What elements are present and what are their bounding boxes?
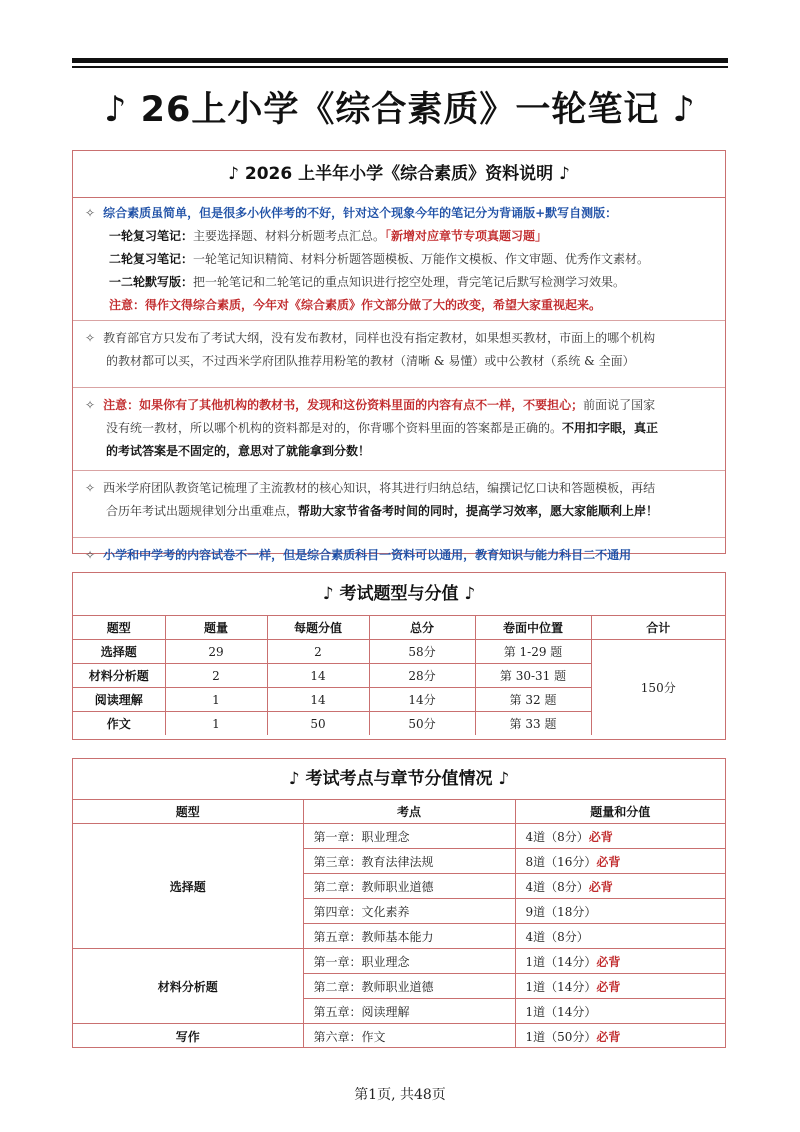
score-cell: 4道（8分）必背 — [515, 824, 725, 849]
cell: 第 32 题 — [475, 688, 591, 712]
col-header: 合计 — [591, 616, 725, 640]
point-cell: 第五章：教师基本能力 — [303, 924, 515, 949]
cell: 50 — [267, 712, 369, 736]
top-rule-thick — [72, 58, 728, 63]
score-cell: 1道（50分）必背 — [515, 1024, 725, 1049]
table-row — [73, 949, 725, 974]
intro-s1-item2: 二轮复习笔记：一轮笔记知识精简、材料分析题答题模板、万能作文模板、作文审题、优秀作文素材。 — [109, 252, 650, 266]
must-memorize-mark: 必背 — [588, 879, 613, 894]
intro-section-3 — [73, 388, 725, 471]
must-memorize-mark: 必背 — [596, 979, 621, 994]
intro-section-4 — [73, 471, 725, 538]
point-cell: 第五章：阅读理解 — [303, 999, 515, 1024]
exam-points-table — [73, 800, 725, 1048]
cell: 50分 — [369, 712, 475, 736]
diamond-bullet-icon: ✧ — [85, 331, 96, 345]
diamond-bullet-icon: ✧ — [85, 481, 96, 495]
point-cell: 第二章：教师职业道德 — [303, 874, 515, 899]
intro-header: ♪ 2026 上半年小学《综合素质》资料说明 ♪ — [73, 151, 725, 198]
intro-s1-item1: 一轮复习笔记：主要选择题、材料分析题考点汇总。「新增对应章节专项真题习题」 — [109, 229, 548, 243]
cell: 14分 — [369, 688, 475, 712]
diamond-bullet-icon: ✧ — [85, 206, 96, 220]
intro-s1-note: 注意：得作文得综合素质，今年对《综合素质》作文部分做了大的改变，希望大家重视起来。 — [109, 298, 602, 312]
cell: 第 30-31 题 — [475, 664, 591, 688]
col-header: 每题分值 — [267, 616, 369, 640]
exam-type-box — [72, 572, 726, 740]
must-memorize-mark: 必背 — [588, 829, 613, 844]
row-type: 选择题 — [73, 640, 165, 664]
table-row — [73, 1024, 725, 1049]
group-type: 选择题 — [73, 824, 303, 949]
table-row — [73, 640, 725, 664]
must-memorize-mark: 必背 — [596, 954, 621, 969]
col-header: 题型 — [73, 800, 303, 824]
intro-s3-line3: 的考试答案是不固定的，意思对了就能拿到分数！ — [106, 444, 371, 458]
intro-s1-line1: ✧ 综合素质虽简单，但是很多小伙伴考的不好，针对这个现象今年的笔记分为背诵版+默写自测版： — [85, 206, 618, 220]
exam-points-box — [72, 758, 726, 1048]
exam-type-header: ♪ 考试题型与分值 ♪ — [73, 573, 725, 616]
table-row — [73, 824, 725, 849]
score-cell: 4道（8分） — [515, 924, 725, 949]
cell: 58分 — [369, 640, 475, 664]
intro-s4-line1: ✧ 西米学府团队教资笔记梳理了主流教材的核心知识，将其进行归纳总结，编撰记忆口诀和答题模板，再结 — [85, 481, 656, 495]
col-header: 总分 — [369, 616, 475, 640]
diamond-bullet-icon: ✧ — [85, 398, 96, 412]
cell: 1 — [165, 712, 267, 736]
total-cell: 150分 — [591, 640, 725, 736]
col-header: 题量 — [165, 616, 267, 640]
intro-section-1 — [73, 198, 725, 321]
col-header: 题量和分值 — [515, 800, 725, 824]
must-memorize-mark: 必背 — [596, 854, 621, 869]
points-header-row — [73, 800, 725, 824]
score-cell: 8道（16分）必背 — [515, 849, 725, 874]
exam-type-header-row — [73, 616, 725, 640]
row-type: 阅读理解 — [73, 688, 165, 712]
exam-type-table — [73, 616, 725, 735]
intro-s4-line2: 合历年考试出题规律划分出重难点，帮助大家节省备考时间的同时，提高学习效率，愿大家能顺利上岸！ — [106, 504, 659, 518]
score-cell: 1道（14分）必背 — [515, 949, 725, 974]
cell: 14 — [267, 688, 369, 712]
intro-section-2 — [73, 321, 725, 388]
cell: 28分 — [369, 664, 475, 688]
top-rule-thin — [72, 66, 728, 68]
cell: 14 — [267, 664, 369, 688]
cell: 2 — [165, 664, 267, 688]
point-cell: 第四章：文化素养 — [303, 899, 515, 924]
point-cell: 第二章：教师职业道德 — [303, 974, 515, 999]
group-type: 写作 — [73, 1024, 303, 1049]
row-type: 材料分析题 — [73, 664, 165, 688]
page-footer: 第1页, 共48页 — [354, 1087, 446, 1103]
point-cell: 第六章：作文 — [303, 1024, 515, 1049]
score-cell: 9道（18分） — [515, 899, 725, 924]
cell: 第 1-29 题 — [475, 640, 591, 664]
page-title: ♪ 26上小学《综合素质》一轮笔记 ♪ — [104, 90, 696, 130]
intro-s3-line2: 没有统一教材，所以哪个机构的资料都是对的，你背哪个资料里面的答案都是正确的。不用扣字眼，真正 — [106, 421, 659, 435]
point-cell: 第一章：职业理念 — [303, 824, 515, 849]
score-cell: 1道（14分）必背 — [515, 974, 725, 999]
group-type: 材料分析题 — [73, 949, 303, 1024]
intro-s2-line2: 的教材都可以买，不过西米学府团队推荐用粉笔的教材（清晰 & 易懂）或中公教材（系统 & 全面） — [106, 354, 635, 368]
point-cell: 第一章：职业理念 — [303, 949, 515, 974]
must-memorize-mark: 必背 — [596, 1029, 621, 1044]
intro-s2-line1: ✧ 教育部官方只发布了考试大纲，没有发布教材，同样也没有指定教材，如果想买教材，市面上的哪个机构 — [85, 331, 656, 345]
row-type: 作文 — [73, 712, 165, 736]
col-header: 卷面中位置 — [475, 616, 591, 640]
point-cell: 第三章：教育法律法规 — [303, 849, 515, 874]
intro-s5-line1: ✧ 小学和中学考的内容试卷不一样，但是综合素质科目一资料可以通用，教育知识与能力科目二不通用 — [85, 548, 632, 562]
score-cell: 1道（14分） — [515, 999, 725, 1024]
diamond-bullet-icon: ✧ — [85, 548, 96, 562]
cell: 29 — [165, 640, 267, 664]
cell: 2 — [267, 640, 369, 664]
score-cell: 4道（8分）必背 — [515, 874, 725, 899]
cell: 第 33 题 — [475, 712, 591, 736]
cell: 1 — [165, 688, 267, 712]
exam-points-header: ♪ 考试考点与章节分值情况 ♪ — [73, 759, 725, 800]
col-header: 题型 — [73, 616, 165, 640]
intro-box — [72, 150, 726, 562]
intro-s3-line1: ✧ 注意：如果你有了其他机构的教材书，发现和这份资料里面的内容有点不一样，不要担心；前面说了国家 — [85, 398, 656, 412]
intro-s1-item3: 一二轮默写版：把一轮笔记和二轮笔记的重点知识进行挖空处理，背完笔记后默写检测学习效果。 — [109, 275, 626, 289]
col-header: 考点 — [303, 800, 515, 824]
